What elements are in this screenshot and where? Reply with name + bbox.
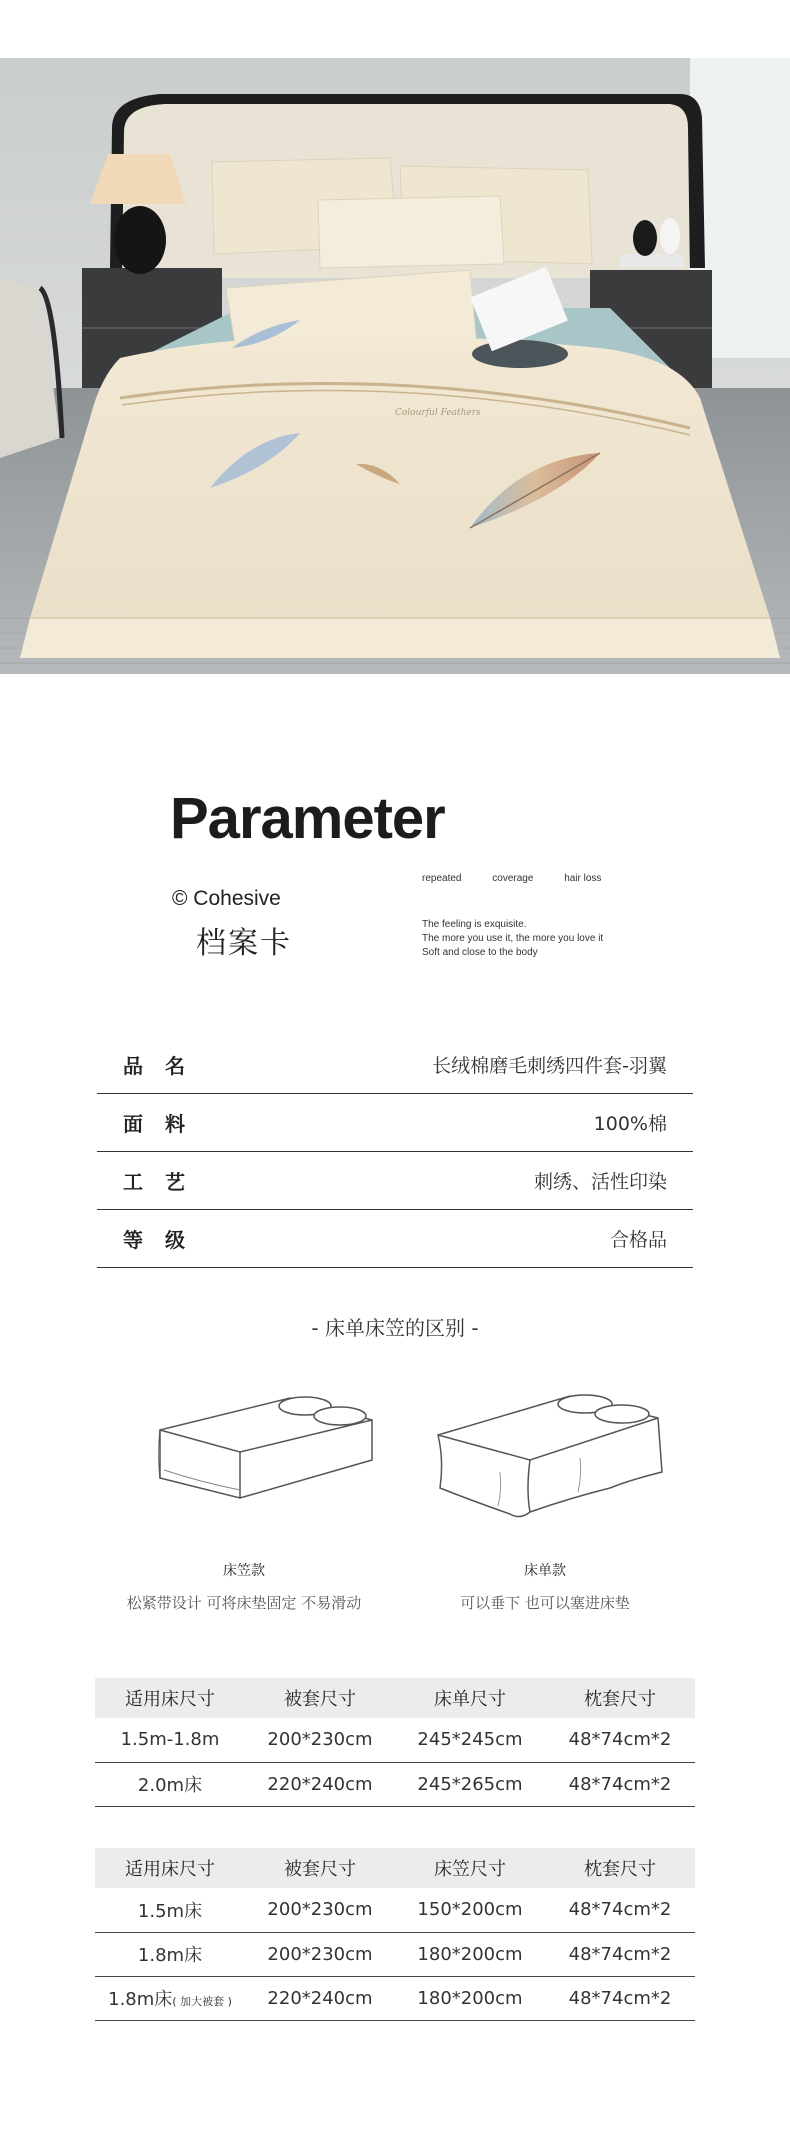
bed-size: 1.8m床 <box>108 1989 173 2010</box>
spec-key: 工艺 <box>123 1170 207 1194</box>
table-cell: 48*74cm*2 <box>545 1932 695 1976</box>
table-cell: 150*200cm <box>395 1888 545 1932</box>
spec-row-craft <box>97 1152 693 1210</box>
table-cell: 220*240cm <box>245 1976 395 2020</box>
spec-value: 长绒棉磨毛刺绣四件套-羽翼 <box>432 1055 667 1077</box>
tag-item: hair loss <box>564 873 602 884</box>
embroidery-text: Colourful Feathers <box>395 408 481 418</box>
fitted-size-table <box>95 1848 695 2021</box>
difference-title: - 床单床笠的区别 - <box>311 1316 479 1340</box>
spec-key: 品名 <box>123 1054 207 1078</box>
table-cell: 1.5m-1.8m <box>95 1718 245 1762</box>
fitted-sheet-desc: 松紧带设计 可将床垫固定 不易滑动 <box>126 1594 362 1612</box>
hero-bedding-photo <box>0 58 790 674</box>
table-row <box>95 1888 695 1932</box>
table-cell: 1.8m床 <box>95 1932 245 1976</box>
table-header-row <box>95 1848 695 1888</box>
slogan-line: The more you use it, the more you love it <box>422 933 604 944</box>
bedroom-illustration <box>0 58 790 674</box>
spec-key: 面料 <box>123 1112 207 1136</box>
column-header: 床笠尺寸 <box>395 1848 545 1888</box>
spec-value: 合格品 <box>609 1229 667 1251</box>
column-header: 被套尺寸 <box>245 1678 395 1718</box>
table-cell: 245*265cm <box>395 1762 545 1806</box>
table-row <box>95 1932 695 1976</box>
slogan <box>422 918 603 960</box>
table-cell: 200*230cm <box>245 1718 395 1762</box>
table-header-row <box>95 1678 695 1718</box>
fitted-sheet-label: 床笠款 <box>223 1563 265 1579</box>
column-header: 枕套尺寸 <box>545 1848 695 1888</box>
column-header: 枕套尺寸 <box>545 1678 695 1718</box>
table-row <box>95 1762 695 1806</box>
spec-row-product-name <box>97 1036 693 1094</box>
table-cell: 48*74cm*2 <box>545 1718 695 1762</box>
table-row <box>95 1976 695 2020</box>
spec-table <box>97 1036 693 1268</box>
flat-sheet-label: 床单款 <box>524 1563 566 1579</box>
table-cell: 180*200cm <box>395 1932 545 1976</box>
tag-item: repeated <box>422 873 462 884</box>
spec-row-fabric <box>97 1094 693 1152</box>
flat-sheet-illustration <box>430 1380 670 1530</box>
column-header: 适用床尺寸 <box>95 1848 245 1888</box>
column-header: 床单尺寸 <box>395 1678 545 1718</box>
spec-value: 刺绣、活性印染 <box>533 1171 667 1193</box>
table-cell: 1.5m床 <box>95 1888 245 1932</box>
table-cell: 200*230cm <box>245 1888 395 1932</box>
parameter-title: Parameter <box>170 786 445 851</box>
spec-key: 等级 <box>123 1228 207 1252</box>
tag-item: coverage <box>492 873 534 884</box>
spec-row-grade <box>97 1210 693 1268</box>
tag-list <box>422 873 629 884</box>
table-cell: 245*245cm <box>395 1718 545 1762</box>
column-header: 被套尺寸 <box>245 1848 395 1888</box>
table-cell <box>95 1976 245 2020</box>
spec-value: 100%棉 <box>593 1113 667 1135</box>
archive-card-subtitle: 档案卡 <box>196 926 292 961</box>
table-cell: 180*200cm <box>395 1976 545 2020</box>
brand-name: © Cohesive <box>172 887 281 910</box>
slogan-line: The feeling is exquisite. <box>422 919 527 930</box>
table-cell: 220*240cm <box>245 1762 395 1806</box>
column-header: 适用床尺寸 <box>95 1678 245 1718</box>
table-cell: 200*230cm <box>245 1932 395 1976</box>
table-cell: 2.0m床 <box>95 1762 245 1806</box>
table-row <box>95 1718 695 1762</box>
oversize-note: ( 加大被套 ) <box>172 1995 232 2008</box>
table-cell: 48*74cm*2 <box>545 1762 695 1806</box>
table-cell: 48*74cm*2 <box>545 1976 695 2020</box>
sheet-size-table <box>95 1678 695 1807</box>
slogan-line: Soft and close to the body <box>422 947 538 958</box>
table-cell: 48*74cm*2 <box>545 1888 695 1932</box>
fitted-sheet-illustration <box>150 1380 380 1520</box>
flat-sheet-desc: 可以垂下 也可以塞进床垫 <box>460 1594 630 1612</box>
